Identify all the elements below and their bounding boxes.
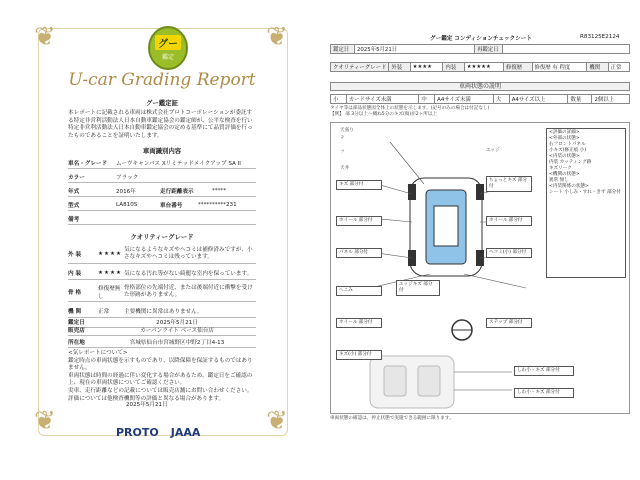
- grade-cell: 正常: [608, 63, 629, 72]
- note-item: 車両状態は時間の経過に伴い変化する場合があるため、鑑定日をご確認の上、現在の車両状態についてご確認ください。: [68, 372, 253, 387]
- row-key: 車名・グレード: [68, 160, 108, 167]
- corner-ornament-icon: ❦: [266, 22, 288, 52]
- report-script-title: U-car Grading Report: [68, 70, 256, 90]
- redeem-label: 再鑑定日: [475, 45, 503, 54]
- damage-callout: しわ小・キズ 部分付: [514, 388, 574, 398]
- damage-callout: キズ(小) 部分付: [336, 350, 382, 360]
- star-rating: 正常: [98, 308, 110, 315]
- grade-cell: 外装: [389, 63, 410, 72]
- car-roof: [434, 206, 458, 246]
- size-cell: 中: [419, 95, 435, 104]
- grade-cell: 修復歴 有 程度: [532, 63, 587, 72]
- size-cell: 2個以上: [592, 95, 630, 104]
- detail-line: 異常 無し: [549, 178, 569, 183]
- issue-date: 2025年5月21日: [126, 402, 168, 408]
- row-key: 年式: [68, 188, 80, 195]
- jaaa-logo: JAAA: [170, 426, 201, 439]
- detail-line: 小キズ(修正痕 小): [549, 148, 587, 153]
- row-key: 販売店: [68, 327, 85, 334]
- row-text: 主要機関に異常はありません。: [124, 308, 203, 315]
- quality-section-title: クオリティーグレード: [130, 233, 194, 241]
- diagram-label: テ: [340, 136, 345, 141]
- row-key: 型式: [68, 202, 80, 209]
- damage-callout: ホイール 部分付: [486, 216, 532, 226]
- notes-title: <気レポートについて>: [68, 350, 128, 356]
- quality-row: [68, 282, 256, 302]
- size-cell: A4サイズ未満: [435, 95, 494, 104]
- diagram-label: 天張り: [340, 128, 354, 133]
- document-number: R83125E2124: [580, 34, 620, 40]
- intro-text: 本レポートに記載される車両は株式会社プロトコーポレーションが委託する特定非営利活動法人日本自動車鑑定協会の鑑定師が、公平な検査を行い特定非営利活動法人日本自動車鑑定協会の定める基準にて品質評価を行ったものであることを証明いたします。: [68, 110, 253, 139]
- date-table: [330, 44, 630, 54]
- row-value: *****: [212, 187, 226, 194]
- grade-cell: 内装: [443, 63, 464, 72]
- leader-line: [390, 142, 424, 184]
- row-key: 走行距離表示: [160, 188, 194, 195]
- star-rating: 修復歴無し: [98, 285, 121, 300]
- vehicle-row: [68, 185, 256, 197]
- detail-line: <内装の状態>: [549, 154, 580, 159]
- row-text: 気になるようなキズやヘコミは補修済みですが、小さなキズやヘコミは残っています。: [124, 246, 253, 260]
- vehicle-row: [68, 199, 256, 211]
- corner-ornament-icon: ❦: [34, 406, 56, 436]
- badge-subtext: 鑑定: [161, 54, 174, 61]
- detail-line: 右フロントパネル: [549, 142, 586, 147]
- proto-logo: PROTO: [116, 426, 159, 439]
- date-value: 2025年5月21日: [355, 45, 475, 54]
- detail-line: シート 小しみ・すれ・きず 部分付: [549, 190, 621, 195]
- star-rating: ★★★★: [98, 269, 123, 276]
- row-key: 鑑定日: [68, 319, 85, 326]
- row-key: 所在地: [68, 339, 85, 346]
- sheet-footer: 車両状態の確認は、停止状態で実施できる範囲に限ります。: [330, 416, 454, 421]
- notes-block: [68, 350, 256, 403]
- detail-line: <外部の状態>: [549, 136, 580, 141]
- row-key: 機 関: [68, 308, 82, 315]
- footer-logos: [116, 426, 200, 439]
- sheet-title: グー鑑定 コンディションチェックシート: [430, 36, 532, 42]
- size-cell: 大: [493, 95, 509, 104]
- grade-head: クオリティーグレード: [331, 63, 389, 72]
- leader-line: [464, 274, 526, 288]
- size-legend-table: [330, 94, 630, 104]
- row-value: ブラック: [116, 174, 139, 181]
- seat-icon: [384, 366, 406, 396]
- detail-line: 内装 カッティング跡: [549, 160, 592, 165]
- corner-ornament-icon: ❦: [34, 22, 56, 52]
- diagram-label: 天井: [340, 166, 350, 171]
- row-value: ムーヴキャンバス Xリミテッドメイクアップ SA II: [116, 160, 241, 167]
- diagram-label: エッジ: [486, 148, 500, 153]
- size-cell: A4サイズ以上: [509, 95, 568, 104]
- legend-note: タイヤ等は部品状態図全体上の状態を示します。(記号のみの場合は付記なし) 【例】 部 3分以上〜概ね5分のキズ(傷)が2ヶ所以上: [330, 106, 490, 117]
- vehicle-section-title: 車両識別内容: [142, 147, 182, 155]
- grade-cell: ★★★★: [410, 63, 443, 72]
- grade-cell: ★★★★★: [464, 63, 503, 72]
- damage-callout: ホイール 部分付: [336, 318, 382, 328]
- interior-outline: [370, 356, 454, 408]
- row-value: 宮城県仙台市宮城野区中野2丁目4-13: [129, 339, 225, 346]
- size-cell: 小: [331, 95, 347, 104]
- damage-callout: ヘコミ(小) 部分付: [486, 248, 532, 258]
- damage-callout: キズ 部分付: [336, 180, 382, 190]
- goo-kantei-badge: [148, 26, 188, 70]
- size-cell: カードサイズ未満: [346, 95, 419, 104]
- redeem-value: [503, 45, 630, 54]
- diagram-label: フ: [340, 150, 345, 155]
- row-value: **********231: [198, 201, 237, 208]
- row-value: カーパンライト ベース仙台店: [140, 327, 214, 334]
- vehicle-row: [68, 157, 256, 169]
- tire-icon: [408, 184, 416, 200]
- detail-line: キズリーク: [549, 166, 572, 171]
- damage-callout: ホイール 部分付: [336, 216, 382, 226]
- size-cell: 数量: [568, 95, 592, 104]
- grade-cell: 修復歴: [503, 63, 532, 72]
- detail-line: <機関の状態>: [549, 172, 580, 177]
- damage-callout: エッジキズ 部分付: [396, 280, 440, 296]
- vehicle-row: [68, 213, 256, 225]
- damage-callout: ステップ 部分付: [486, 318, 532, 328]
- damage-callout: しわ小・キズ 部分付: [514, 366, 574, 376]
- detail-line: <内装関係の状態>: [549, 184, 589, 189]
- badge-text: グー: [155, 35, 181, 50]
- note-item: 評価については他検査機関等の評価と異なる場合があります。: [68, 395, 225, 402]
- seat-icon: [418, 366, 440, 396]
- row-key: 外 装: [68, 251, 82, 258]
- row-value: LA810S: [116, 201, 138, 208]
- damage-callout: パネル 部分付: [336, 248, 382, 258]
- vehicle-row: [68, 171, 256, 183]
- cert-title: グー鑑定証: [146, 99, 178, 107]
- row-text: 骨格部位の先端付近、または後端付近に衝撃を受けた形跡がありません。: [124, 284, 253, 298]
- note-item: 鑑定時点の車両状態を示すものであり、以降保障を保証するものではありません。: [68, 357, 253, 372]
- detail-box: [546, 128, 626, 278]
- row-key: 内 装: [68, 270, 82, 277]
- shop-row: [68, 324, 256, 336]
- explain-section-title: 車両状態の説明: [330, 82, 630, 91]
- damage-callout: ちょっとキズ 部分付: [486, 176, 532, 192]
- corner-ornament-icon: ❦: [266, 406, 288, 436]
- row-text: 気になる汚れ等がない綺麗な室内を保っています。: [124, 270, 253, 277]
- address-row: [68, 336, 256, 348]
- grade-table: [330, 62, 630, 72]
- date-label: 鑑定日: [331, 45, 355, 54]
- quality-row: [68, 266, 256, 280]
- row-key: 車台番号: [160, 202, 183, 209]
- row-key: 骨 格: [68, 289, 82, 296]
- star-rating: ★★★★: [98, 250, 123, 257]
- grading-certificate: [0, 0, 318, 480]
- row-key: 備考: [68, 216, 80, 223]
- row-value: 2016年: [116, 188, 136, 195]
- row-key: カラー: [68, 174, 85, 181]
- tire-icon: [476, 184, 484, 200]
- row-value: 2025年5月21日: [156, 319, 198, 326]
- quality-row: [68, 244, 256, 264]
- damage-callout: へこみ: [336, 286, 382, 296]
- note-item: 実車、走行距離などの記載については販売店舗にお問い合わせください。: [68, 387, 253, 394]
- grade-cell: 機関: [587, 63, 608, 72]
- detail-title: <評価の詳細>: [549, 130, 580, 135]
